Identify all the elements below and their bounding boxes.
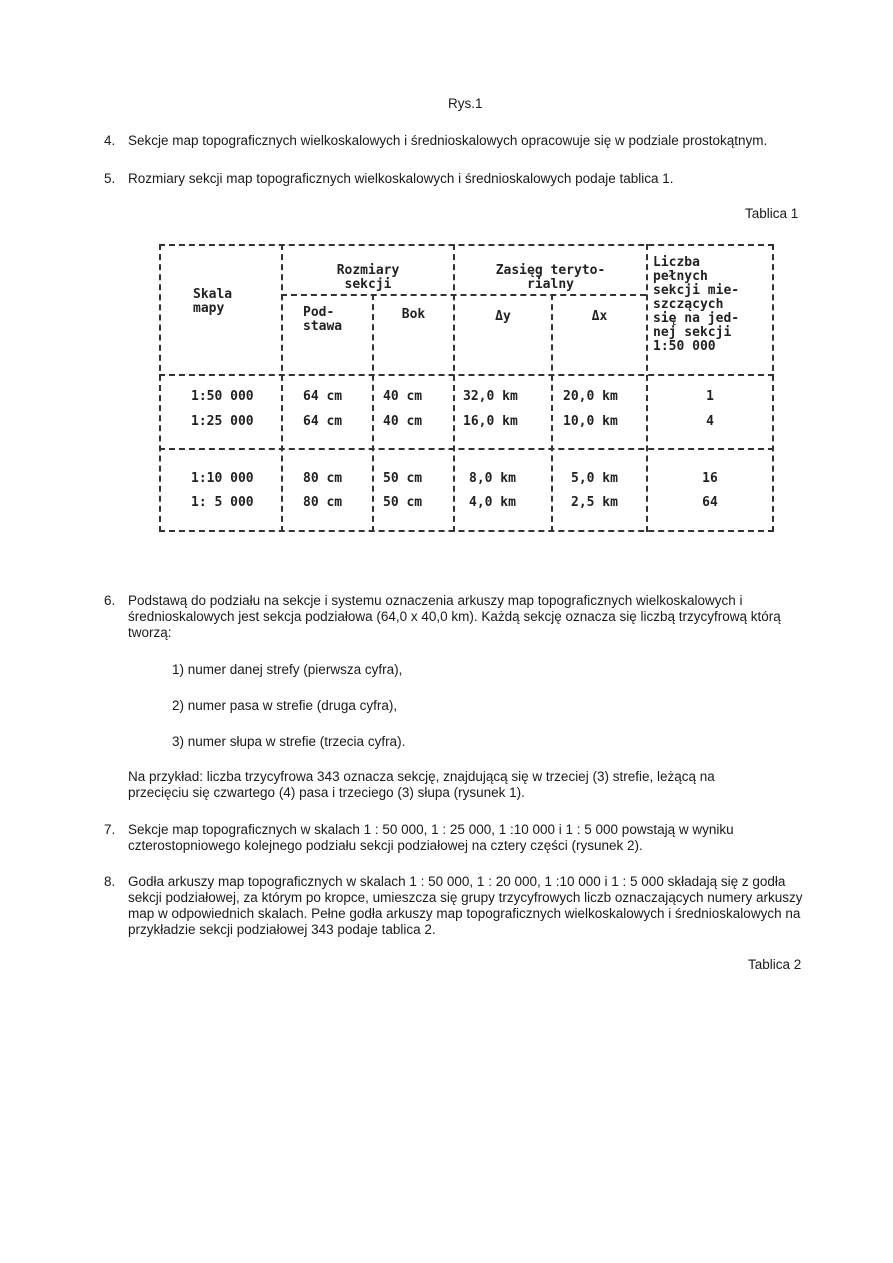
- table-border-bottom: [159, 530, 774, 532]
- cell-count: 4: [706, 414, 714, 429]
- cell-delta-x: 10,0 km: [563, 414, 618, 429]
- cell-count: 16: [702, 471, 718, 486]
- paragraph-number: 7.: [104, 822, 116, 837]
- cell-side: 40 cm: [383, 414, 423, 429]
- figure-caption: Rys.1: [448, 96, 483, 111]
- cell-scale: 1:50 000: [191, 389, 254, 404]
- table-1-label: Tablica 1: [745, 206, 799, 221]
- cell-delta-x: 5,0 km: [571, 471, 618, 486]
- list-item: 2) numer pasa w strefie (druga cyfra),: [172, 698, 398, 713]
- paragraph-number: 8.: [104, 874, 116, 889]
- paragraph-text: Sekcje map topograficznych wielkoskalowych i średnioskalowych opracowuje się w podziale prostokątnym.: [128, 133, 768, 148]
- cell-base: 64 cm: [303, 389, 343, 404]
- header-base: Pod- stawa: [303, 305, 343, 334]
- cell-delta-y: 8,0 km: [469, 471, 516, 486]
- header-section-count: Liczba pełnych sekcji mie- szczących się na jed- nej sekcji 1:50 000: [653, 255, 740, 354]
- paragraph-number: 4.: [104, 133, 116, 148]
- cell-delta-y: 4,0 km: [469, 495, 516, 510]
- table-header-bottom: [159, 374, 774, 376]
- cell-scale: 1:10 000: [191, 471, 254, 486]
- header-scale: Skala mapy: [193, 287, 233, 316]
- paragraph-6: [104, 593, 814, 643]
- paragraph-text: Podstawą do podziału na sekcje i systemu oznaczenia arkuszy map topograficznych wielkoskalowych i średnioskalowych jest sekcja podziałowa (64,0 x 40,0 km). Każdą sekcję oznacza się liczbą trzycyfrową którą tworzą:: [128, 593, 781, 640]
- cell-delta-y: 16,0 km: [463, 414, 518, 429]
- table-1: [159, 244, 774, 532]
- table-col-divider: [646, 244, 648, 532]
- paragraph-number: 6.: [104, 593, 116, 608]
- header-delta-y: Δy: [495, 309, 511, 324]
- cell-count: 1: [706, 389, 714, 404]
- cell-side: 50 cm: [383, 495, 423, 510]
- cell-delta-x: 2,5 km: [571, 495, 618, 510]
- paragraph-text: Sekcje map topograficznych w skalach 1 : 50 000, 1 : 25 000, 1 :10 000 i 1 : 5 000 powstają w wyniku czterostopniowego kolejnego podziału sekcji podziałowej na cztery części (rysunek 2).: [128, 822, 734, 853]
- table-col-divider: [551, 294, 553, 532]
- table-border-top: [159, 244, 774, 246]
- table-border-right: [772, 244, 774, 532]
- cell-base: 64 cm: [303, 414, 343, 429]
- table-2-label: Tablica 2: [748, 957, 802, 972]
- cell-scale: 1:25 000: [191, 414, 254, 429]
- header-territorial-range: Zasięg teryto- rialny: [495, 263, 606, 292]
- cell-base: 80 cm: [303, 495, 343, 510]
- paragraph-8: [104, 874, 814, 940]
- table-border-left: [159, 244, 161, 532]
- cell-base: 80 cm: [303, 471, 343, 486]
- table-group-divider: [159, 448, 774, 450]
- header-delta-x: Δx: [591, 309, 608, 324]
- cell-scale: 1: 5 000: [191, 495, 254, 510]
- list-item: 3) numer słupa w strefie (trzecia cyfra).: [172, 734, 406, 749]
- paragraph-text: Rozmiary sekcji map topograficznych wielkoskalowych i średnioskalowych podaje tablica 1.: [128, 171, 674, 186]
- cell-count: 64: [702, 495, 718, 510]
- header-side: Bok: [401, 307, 426, 322]
- cell-delta-y: 32,0 km: [463, 389, 518, 404]
- cell-side: 50 cm: [383, 471, 423, 486]
- paragraph-7: [104, 822, 814, 856]
- table-col-divider: [372, 294, 374, 532]
- example-text: Na przykład: liczba trzycyfrowa 343 oznacza sekcję, znajdującą się w trzeciej (3) strefie, leżącą na przecięciu się czwartego (4) pasa i trzeciego (3) słupa (rysunek 1).: [128, 769, 715, 800]
- table-header-divider: [281, 294, 646, 296]
- cell-delta-x: 20,0 km: [563, 389, 618, 404]
- paragraph-number: 5.: [104, 171, 116, 186]
- list-item: 1) numer danej strefy (pierwsza cyfra),: [172, 662, 403, 677]
- paragraph-text: Godła arkuszy map topograficznych w skalach 1 : 50 000, 1 : 20 000, 1 :10 000 i 1 : 5 000 składają się z godła sekcji podziałowej, za którym po kropce, umieszcza się grupy trzycyfrowych liczb oznaczających numery arkuszy map w odpowiednich skalach. Pełne godła arkuszy map topograficznych wielkoskalowych i średnioskalowych na przykładzie sekcji podziałowej 343 podaje tablica 2.: [128, 874, 803, 937]
- header-section-size: Rozmiary sekcji: [336, 263, 400, 292]
- cell-side: 40 cm: [383, 389, 423, 404]
